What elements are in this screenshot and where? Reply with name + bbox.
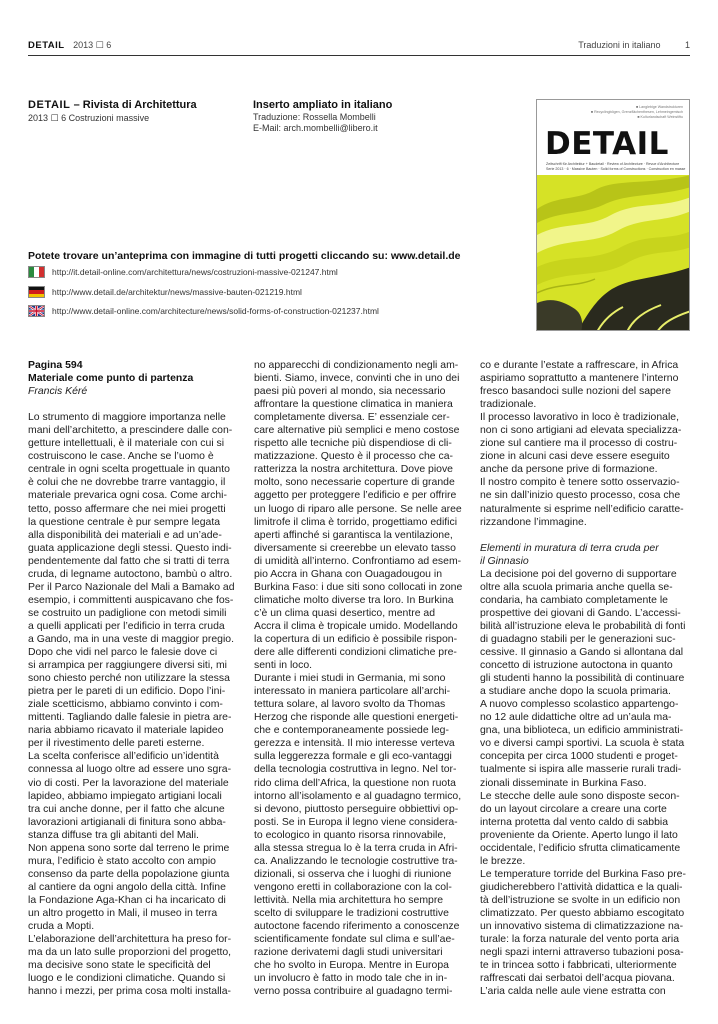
article-line: La decisione poi del governo di supportare: [480, 568, 677, 580]
article-line: scelto di sviluppare le tradizioni costruttive: [254, 907, 449, 919]
article-line: do un layout circolare a creare una corte: [480, 803, 667, 815]
article-line: tualmente si ispira alle masserie rurali tradi-: [480, 764, 682, 776]
article-line: la questione centrale è pur sempre legata: [28, 516, 221, 528]
article-line: ne sin dall’inizio questo processo, cosa che: [480, 490, 681, 502]
article-line: la copertura di un edificio è possibile rispon-: [254, 633, 458, 645]
magazine-info: [28, 99, 238, 124]
article-line: L’elaborazione dell’architettura ha preso for-: [28, 934, 232, 946]
article-line: getture intellettuali, è il materiale con cui si: [28, 438, 225, 450]
article-line: affrontare la questione climatica in maniera: [254, 399, 453, 411]
article-line: proveniente da Oriente. Aperto lungo il lato: [480, 829, 678, 841]
article-line: diversamente si creerebbe un elevato tasso: [254, 542, 456, 554]
article-line: zione in alcuni casi deve essere eseguito: [480, 451, 670, 463]
article-line: lapideo, abbiamo impiegato artigiani locali: [28, 790, 222, 802]
article-line: Dopo che vidi nel parco le falesie dove ci: [28, 647, 218, 659]
article-line: dere alle differenti condizioni climatiche pre-: [254, 647, 457, 659]
article-line: connessa al luogo oltre ad essere uno sgra-: [28, 764, 232, 776]
article-line: pio Accra in Ghana con Ouagadougou in: [254, 568, 443, 580]
insert-info: [253, 99, 513, 134]
article-line: che ho svolto in Europa. Mentre in Europa: [254, 960, 449, 972]
cover-logo: DETAIL: [545, 126, 669, 162]
article-line: alla stessa stregua lo è la terra cruda in Afri-: [254, 842, 458, 854]
article-line: centrale in ogni scelta progettuale in quanto: [28, 464, 230, 476]
article-line: mura, l’edificio è stato accolto con ampio: [28, 855, 216, 867]
article-line: ziale scetticismo, abbiamo convinto i com-: [28, 699, 223, 711]
article-line: se costruito un padiglione con metodi simili: [28, 607, 227, 619]
link-url-german[interactable]: http://www.detail.de/architektur/news/massive-bauten-021219.html: [52, 287, 302, 297]
article-line: a Gando, ma in una veste di maggior pregio.: [28, 633, 234, 645]
article-line: guata applicazione degli stessi. Questo indi-: [28, 542, 232, 554]
header-rule: [28, 55, 690, 56]
magazine-title-rest: – Rivista di Architettura: [70, 99, 197, 111]
article-line: Il processo lavorativo in loco è tradizionale,: [480, 412, 679, 424]
article-line: a studiare anche dopo la scuola primaria.: [480, 686, 671, 698]
article-line: è colui che ne dovrebbe trarre vantaggio, il: [28, 477, 226, 489]
article-line: co e durante l’estate a raffrescare, in Africa: [480, 360, 679, 371]
cover-roof-image: [537, 175, 690, 331]
article-line: ca. Analizzando le tecnologie costruttive tra-: [254, 855, 458, 867]
article-line: aggetto per proteggere l’edificio e per offrire: [254, 490, 457, 502]
paragraph-gap: [28, 398, 244, 411]
article-line: condaria, ha cambiato completamente le: [480, 594, 668, 606]
article-line: raffrescati dai serbatoi dell’acqua piovana.: [480, 973, 675, 985]
article-line: di guadagno stabili per le generazioni suc-: [480, 633, 676, 645]
article-line: no 12 aule didattiche oltre ad un’aula ma-: [480, 712, 672, 724]
article-line: consenso da parte della popolazione giunta: [28, 868, 230, 880]
article-line: La scelta conferisce all’edificio un’identità: [28, 751, 219, 763]
cover-tag: ■ Kulturlandschaft Weinstiftu: [637, 115, 683, 119]
article-line: Durante i miei studi in Germania, mi sono: [254, 673, 446, 685]
article-line: autoctone facendo riferimento a conoscenze: [254, 921, 460, 933]
article-line: lavorazioni artigianali di finitura sono abba-: [28, 816, 226, 828]
article-column-2: [254, 359, 470, 998]
article-column-1: [28, 359, 244, 998]
article-line: intorno all’isolamento e al guadagno termico,: [254, 790, 462, 802]
article-line: alla disponibilità dei materiali e ad un’ade-: [28, 529, 222, 541]
flag-uk-icon: [28, 305, 45, 317]
article-line: matizzazione. Questo è il processo che ca-: [254, 451, 453, 463]
article-line: scientificamente fondate sul clima e sull’ae-: [254, 934, 455, 946]
cover-meta-line: Zeitschrift für Architektur + Baudetail · Review of Architecture · Revue d'Architecture: [546, 162, 680, 166]
article-line: Il nostro compito è tenere sotto osservazio-: [480, 477, 680, 489]
article-line: al cantiere da ogni angolo della città. Infine: [28, 881, 226, 893]
article-line: interna protetta dal vento caldo di sabbia: [480, 816, 669, 828]
article-line: stanza diffuse tra gli abitanti del Mali.: [28, 829, 199, 841]
article-line: non ci sono artigiani ad elevata specializza-: [480, 425, 682, 437]
header-right: [578, 40, 690, 50]
article-line: c’è un clima quasi desertico, mentre ad: [254, 607, 436, 619]
article-line: un involucro è fatto in modo tale che in in-: [254, 973, 448, 985]
cover-tag: ■ Langlebige Wandstrukturen: [636, 105, 683, 109]
header-section: Traduzioni in italiano: [578, 40, 661, 50]
article-line: mani dell’architetto, a prescindere dalle con-: [28, 425, 233, 437]
article-line: naria abbiamo ricavato il materiale lapideo: [28, 725, 224, 737]
article-line: concepita per circa 1000 studenti e proget-: [480, 751, 678, 763]
email-line[interactable]: E-Mail: arch.mombelli@libero.it: [253, 123, 378, 133]
article-line: A nuovo complesso scolastico appartengo-: [480, 699, 679, 711]
article-line: Le stecche delle aule sono disposte secon-: [480, 790, 680, 802]
article-line: rispetto alle tecniche più dispendiose di cli-: [254, 438, 452, 450]
article-line: concetto di istruzione autoctona in quanto: [480, 660, 673, 672]
article-line: materiale prevarica ogni cosa. Come archi-: [28, 490, 227, 502]
article-line: per il rivestimento delle pareti esterne.: [28, 738, 205, 750]
cover-meta-line: Serie 2013 · 6 · Massive Bauten · Solid forms of Constructions · Construction en masse: [546, 167, 686, 171]
article-line: si arrampica per raggiungere diversi siti, mi: [28, 660, 227, 672]
article-line: turale: la forza naturale del vento porta aria: [480, 934, 680, 946]
article-line: tà dell’istruzione se svolte in un edificio non: [480, 894, 681, 906]
magazine-cover: [536, 99, 690, 331]
article-line: limitrofe il clima è torrido, progettiamo edifici: [254, 516, 458, 528]
article-line: un altro progetto in Mali, il museo in terra: [28, 907, 218, 919]
article-line: luogo e le condizioni climatiche. Quando si: [28, 973, 226, 985]
article-line: un innovativo sistema di climatizzazione na-: [480, 921, 684, 933]
article-line: che e contemporaneamente possiede leg-: [254, 725, 449, 737]
article-line: Lo strumento di maggiore importanza nelle: [28, 412, 226, 424]
article-line: aperti affinché si garantisca la ventilazione,: [254, 529, 453, 541]
article-line: razione derivatemi dagli studi universitari: [254, 947, 443, 959]
article-line: to ecologico in quanto risorsa rinnovabile,: [254, 829, 447, 841]
article-line: gna, una biblioteca, un edificio amministrati-: [480, 725, 684, 737]
header-issue: 2013 ☐ 6: [73, 40, 112, 50]
article-line: gli studenti hanno la possibilità di continuare: [480, 673, 685, 685]
article-line: Pagina 594: [28, 360, 83, 371]
link-url-italian[interactable]: http://it.detail-online.com/architettura/news/costruzioni-massive-021247.html: [52, 267, 338, 277]
article-line: Accra il clima è tropicale umido. Modellando: [254, 620, 458, 632]
article-line: bienti. Siamo, invece, convinti che in uno dei: [254, 373, 460, 385]
article-line: Materiale come punto di partenza: [28, 373, 194, 385]
article-line: hanno i mezzi, per prima cosa molti installa-: [28, 986, 232, 998]
header-brand: DETAIL: [28, 40, 65, 51]
article-line: mittenti. Tagliando dalle falesie in pietra are-: [28, 712, 232, 724]
article-line: Non appena sono sorte dal terreno le prime: [28, 842, 230, 854]
article-line: senti in loco.: [254, 660, 313, 672]
article-line: zionali disseminate in Burkina Faso.: [480, 777, 647, 789]
article-line: interessato in maniera particolare all’archi-: [254, 686, 451, 698]
article-line: rizzandone l’immagine.: [480, 516, 587, 528]
article-line: ratterizza la nostra architettura. Dove piove: [254, 464, 453, 476]
magazine-brand: DETAIL: [28, 99, 71, 111]
article-line: aspiriamo soprattutto a mantenere l’interno: [480, 373, 679, 385]
article-line: zione sul cantiere ma il processo di costru-: [480, 438, 678, 450]
article-line: vo e diversi campi sportivi. La scuola è stata: [480, 738, 685, 750]
article-line: bilità all’istruzione eleva le probabilità di fonti: [480, 620, 686, 632]
article-line: climatizzato. Per questo abbiamo escogitato: [480, 907, 685, 919]
article-line: no apparecchi di condizionamento negli am-: [254, 360, 459, 371]
article-column-3: [480, 359, 696, 998]
article-line: ma da un lato sulle proporzioni del progetto,: [28, 947, 232, 959]
article-line: oltre alla scuola primaria anche quella se-: [480, 581, 673, 593]
article-line: sono chiesto perché non utilizzare la stessa: [28, 673, 230, 685]
article-line: posti. Se in Europa il legno viene considera-: [254, 816, 458, 828]
article-line: Herzog che risponde alle questioni energeti-: [254, 712, 459, 724]
article-line: naturalmente si esprime nell’edificio caratte-: [480, 503, 684, 515]
article-line: Francis Kéré: [28, 386, 88, 398]
article-line: pietra per le pareti di un edificio. Dopo l’ini-: [28, 686, 226, 698]
article-line: rido clima dell’Africa, la questione non ruota: [254, 777, 456, 789]
article-line: completamente diversa. E’ essenziale cer-: [254, 412, 450, 424]
flag-italy-icon: [28, 266, 45, 278]
article-line: costruiscono le case. Anche se l’uomo è: [28, 451, 214, 463]
page-header: [28, 40, 690, 54]
preview-intro: Potete trovare un’anteprima con immagine di tutti progetti cliccando su: www.detail.de: [28, 250, 461, 262]
article-line: L’aria calda nelle aule viene estratta con: [480, 986, 666, 998]
article-line: cruda, di legname autoctono, bambù o altro.: [28, 568, 233, 580]
article-line: vengono eretti in collaborazione con la col-: [254, 881, 452, 893]
article-line: tettura solare, al lavoro svolto da Thomas: [254, 699, 446, 711]
magazine-title: [28, 99, 238, 112]
article-line: tradizionale.: [480, 399, 537, 411]
article-line: le brezze.: [480, 855, 526, 867]
flag-germany-icon: [28, 286, 45, 298]
article-line: Le temperature torride del Burkina Faso pre-: [480, 868, 686, 880]
magazine-subtitle: 2013 ☐ 6 Costruzioni massive: [28, 113, 150, 123]
translator-line: Traduzione: Rossella Mombelli: [253, 112, 376, 122]
article-line: un luogo di riparo alle persone. Se nelle aree: [254, 503, 462, 515]
article-line: molto, sono necessarie coperture di grande: [254, 477, 455, 489]
cover-tag: ■ Recyclingbögen, Grenzflächenthesen, Lehmeingemisch: [590, 110, 683, 114]
article-line: Burkina Faso: i due siti sono collocati in zone: [254, 581, 463, 593]
article-line: tetto, posso affermare che nei miei progetti: [28, 503, 226, 515]
article-line: anche da persone prive di formazione.: [480, 464, 658, 476]
article-line: Per il Parco Nazionale del Mali a Bamako ad: [28, 581, 235, 593]
article-line: ma decisive sono state le specificità del: [28, 960, 211, 972]
article-line: Elementi in muratura di terra cruda per: [480, 542, 659, 554]
article-line: lettività. Nella mia architettura ho sempre: [254, 894, 444, 906]
article-line: giudicherebbero l’attività didattica e la quali-: [480, 881, 683, 893]
article-line: climatiche molto diverse tra loro. In Burkina: [254, 594, 454, 606]
insert-title: Inserto ampliato in italiano: [253, 99, 393, 111]
article-line: prospettive dei giovani di Gando. L’accessi-: [480, 607, 681, 619]
article-line: occidentale, l’edificio sfrutta climaticamente: [480, 842, 681, 854]
article-line: sulla leggerezza formale e gli eco-vantaggi: [254, 751, 452, 763]
article-line: il Ginnasio: [480, 555, 529, 567]
article-line: cessive. Il ginnasio a Gando si allontana dal: [480, 647, 684, 659]
article-line: pendentemente dal fatto che si tratti di terra: [28, 555, 230, 567]
article-line: dizionali, si osserva che i luoghi di riunione: [254, 868, 452, 880]
article-line: tra cui anche donne, per il fatto che alcune: [28, 803, 225, 815]
article-line: care alternative più semplici e meno costose: [254, 425, 460, 437]
article-line: te in trincea sotto i fabbricati, ulteriormente: [480, 960, 677, 972]
cover-tags: [583, 105, 683, 120]
article-line: negli spazi interni attraverso tubazioni posa-: [480, 947, 684, 959]
article-line: cruda a Mopti.: [28, 921, 95, 933]
article-line: della tecnologia costruttiva in legno. Nel tor-: [254, 764, 457, 776]
article-line: la Fondazione Aga-Khan ci ha incaricato di: [28, 894, 226, 906]
article-line: si devono, piuttosto perseguire obbiettivi op-: [254, 803, 459, 815]
link-url-english[interactable]: http://www.detail-online.com/architecture/news/solid-forms-of-construction-021237.html: [52, 306, 379, 316]
article-line: a quelli applicati per l’edificio in terra cruda: [28, 620, 225, 632]
article-line: verno possa contribuire al guadagno termi-: [254, 986, 453, 998]
paragraph-gap: [480, 529, 696, 542]
article-line: paesi più poveri al mondo, sia necessario: [254, 386, 446, 398]
article-line: di umidità all’interno. Confrontiamo ad esem-: [254, 555, 462, 567]
cover-meta: [546, 162, 686, 172]
article-line: vio di costi. Per la lavorazione del materiale: [28, 777, 229, 789]
article-line: esempio, i committenti auspicavano che fos-: [28, 594, 234, 606]
article-line: gerezza e intensità. Il mio interesse verteva: [254, 738, 455, 750]
page-number: 1: [684, 40, 690, 50]
article-line: fresco basandoci sulle nozioni del sapere: [480, 386, 671, 398]
